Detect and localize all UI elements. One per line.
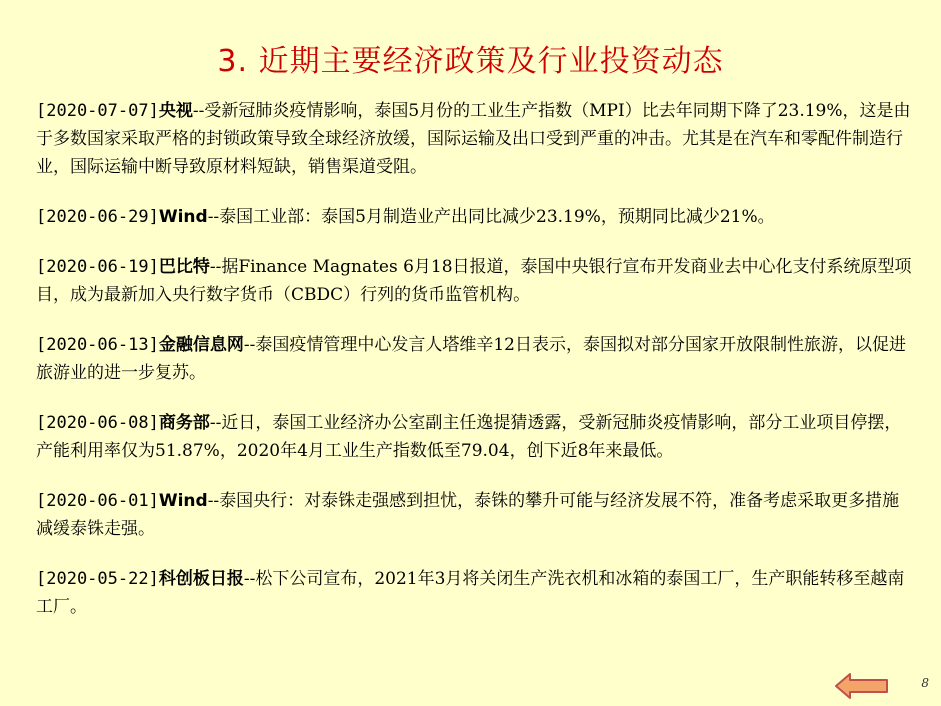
back-button[interactable] (834, 672, 890, 700)
news-date: [2020-06-08] (36, 413, 159, 433)
news-separator: -- (192, 101, 205, 121)
news-text: 近日，泰国工业经济办公室副主任逸提猜透露，受新冠肺炎疫情影响，部分工业项目停摆，产能利用率仅为51.87%，2020年4月工业生产指数低至79.04，创下近8年来最低。 (36, 413, 902, 461)
left-arrow-icon (834, 672, 890, 700)
news-date: [2020-06-01] (36, 491, 159, 511)
news-list (36, 97, 914, 643)
news-text: 泰国工业部：泰国5月制造业产出同比减少23.19%，预期同比减少21%。 (219, 207, 775, 227)
slide-title: 3. 近期主要经济政策及行业投资动态 (217, 44, 724, 79)
news-source: Wind (158, 491, 208, 511)
news-separator: -- (243, 569, 256, 589)
news-source: 商务部 (158, 413, 210, 433)
news-separator: -- (209, 413, 222, 433)
news-separator: -- (207, 207, 220, 227)
news-item (36, 253, 914, 309)
news-text: 松下公司宣布，2021年3月将关闭生产洗衣机和冰箱的泰国工厂，生产职能转移至越南工厂。 (36, 569, 905, 617)
news-date: [2020-06-19] (36, 257, 159, 277)
news-source: 科创板日报 (158, 569, 244, 589)
news-item (36, 409, 914, 465)
news-text: 泰国疫情管理中心发言人塔维辛12日表示，泰国拟对部分国家开放限制性旅游，以促进旅游业的进一步复苏。 (36, 335, 906, 383)
news-text: 受新冠肺炎疫情影响，泰国5月份的工业生产指数（MPI）比去年同期下降了23.19%，这是由于多数国家采取严格的封锁政策导致全球经济放缓，国际运输及出口受到严重的冲击。尤其是在汽车和零配件制造行业，国际运输中断导致原材料短缺，销售渠道受阻。 (36, 101, 911, 177)
news-source: Wind (158, 207, 208, 227)
news-separator: -- (209, 257, 222, 277)
news-source: 央视 (158, 101, 193, 121)
news-item (36, 331, 914, 387)
news-source: 金融信息网 (158, 335, 244, 355)
news-source: 巴比特 (158, 257, 210, 277)
news-item (36, 487, 914, 543)
news-item (36, 203, 914, 231)
news-date: [2020-07-07] (36, 101, 159, 121)
news-text: 据Finance Magnates 6月18日报道，泰国中央银行宣布开发商业去中心化支付系统原型项目，成为最新加入央行数字货币（CBDC）行列的货币监管机构。 (36, 257, 912, 305)
news-text: 泰国央行：对泰铢走强感到担忧，泰铢的攀升可能与经济发展不符，准备考虑采取更多措施减缓泰铢走强。 (36, 491, 900, 539)
news-item (36, 565, 914, 621)
news-date: [2020-06-13] (36, 335, 159, 355)
news-separator: -- (207, 491, 220, 511)
news-date: [2020-05-22] (36, 569, 159, 589)
news-date: [2020-06-29] (36, 207, 159, 227)
news-separator: -- (243, 335, 256, 355)
page-number: 8 (921, 676, 929, 690)
news-item (36, 97, 914, 181)
